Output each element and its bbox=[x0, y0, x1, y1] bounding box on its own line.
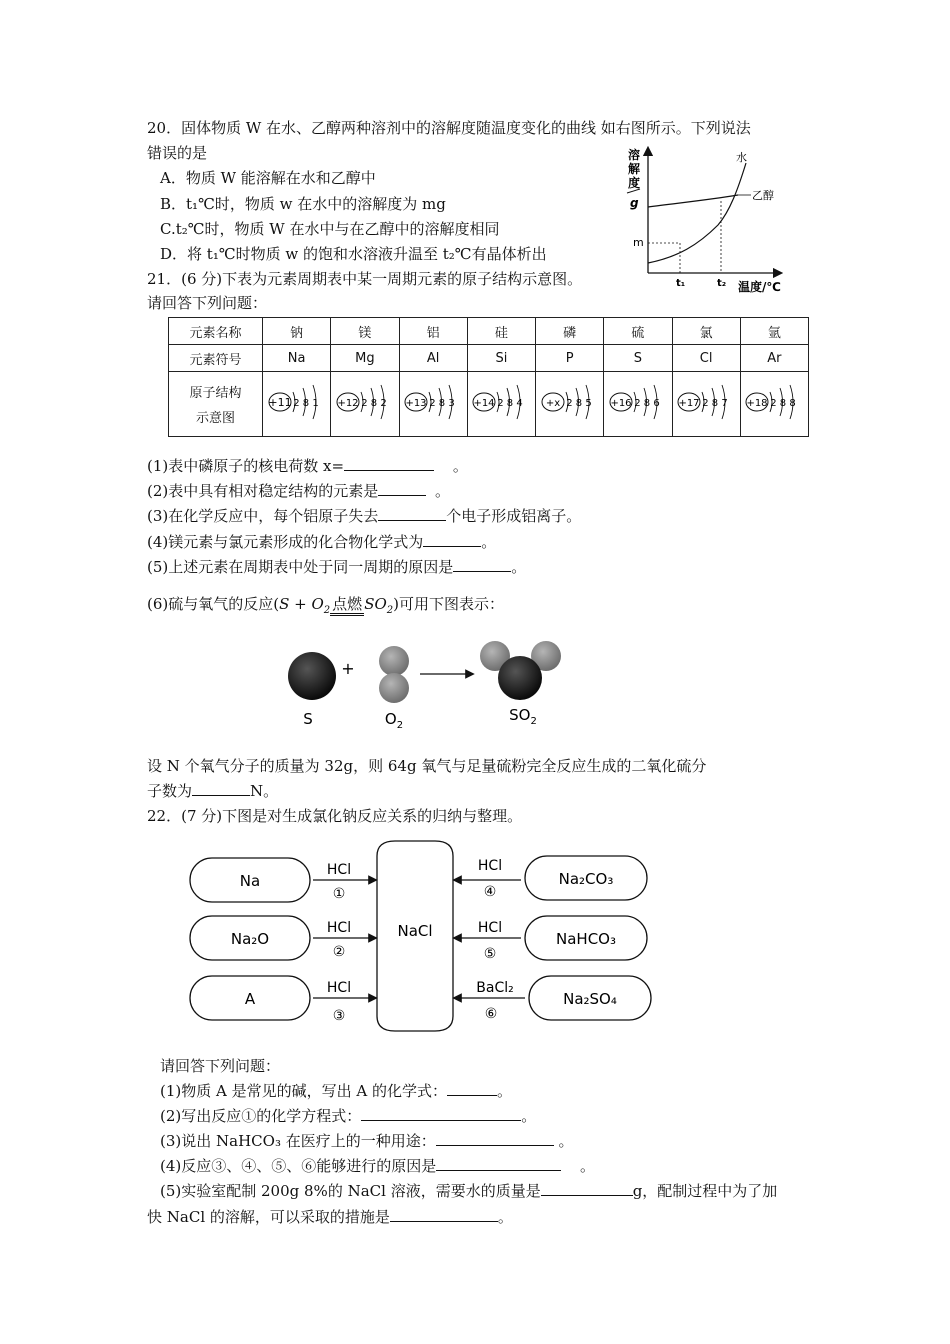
y-axis-label bbox=[627, 147, 640, 210]
so2-label: $SO_2$ bbox=[509, 706, 537, 727]
q22-stem: 22．(7 分)下图是对生成氯化钠反应关系的归纳与整理。 bbox=[147, 807, 523, 825]
left-box-label: A bbox=[244, 990, 256, 1008]
reagent-label: HCl bbox=[326, 862, 352, 878]
q21-part7-line1: 设 N 个氧气分子的质量为 32g，则 64g 氧气与足量硫粉完全反应生成的二氧化硫分 bbox=[147, 757, 707, 775]
answer-blank[interactable] bbox=[361, 1106, 521, 1121]
s-label: S bbox=[303, 710, 313, 728]
equation-right: SO bbox=[364, 595, 387, 613]
q21-part7-line2: 子数为 N。 bbox=[147, 782, 279, 800]
water-curve bbox=[648, 163, 746, 263]
q20-option-d: D．将 t₁℃时物质 w 的饱和水溶液升温至 t₂℃有晶体析出 bbox=[160, 245, 547, 263]
nucleus-charge: +17 bbox=[678, 398, 700, 409]
electron-shells: 2 8 1 bbox=[292, 398, 319, 409]
solubility-graph bbox=[618, 145, 793, 295]
q21-part5: (5)上述元素在周期表中处于同一周期的原因是 。 bbox=[147, 558, 527, 576]
element-name: 氩 bbox=[740, 318, 808, 345]
element-name: 氯 bbox=[672, 318, 740, 345]
q20-option-c: C.t₂℃时，物质 W 在水中与在乙醇中的溶解度相同 bbox=[160, 220, 500, 238]
q22-part5-line1: (5)实验室配制 200g 8%的 NaCl 溶液，需要水的质量是 g，配制过程中为了加 bbox=[160, 1182, 778, 1200]
q20-option-b: B．t₁℃时，物质 w 在水中的溶解度为 mg bbox=[160, 195, 446, 213]
element-name: 硅 bbox=[467, 318, 535, 345]
ethanol-curve bbox=[648, 195, 738, 207]
plus-sign: + bbox=[341, 659, 355, 678]
q21-part6: (6)硫与氧气的反应($S + O_2$ 点燃 $SO_2$)可用下图表示： bbox=[147, 595, 504, 616]
element-symbol: Mg bbox=[331, 345, 399, 372]
nacl-flow-diagram bbox=[185, 836, 660, 1044]
row-element-name bbox=[169, 318, 809, 345]
nucleus-charge: +x bbox=[545, 398, 560, 409]
right-box-label: NaHCO₃ bbox=[556, 930, 616, 948]
reaction-number: ① bbox=[332, 886, 346, 902]
reagent-label: HCl bbox=[326, 920, 352, 936]
q21-stem-line1: 21．(6 分)下表为元素周期表中某一周期元素的原子结构示意图。 bbox=[147, 270, 583, 288]
q21-part4: (4)镁元素与氯元素形成的化合物化学式为 。 bbox=[147, 533, 497, 551]
q21-part2: (2)表中具有相对稳定结构的元素是 。 bbox=[147, 482, 451, 500]
equation-condition: 点燃 bbox=[330, 595, 364, 616]
element-name: 钠 bbox=[263, 318, 331, 345]
header-struct-line2: 示意图 bbox=[195, 411, 235, 426]
nucleus-charge: +16 bbox=[610, 398, 632, 409]
electron-shells: 2 8 2 bbox=[361, 398, 387, 409]
q21-part3: (3)在化学反应中，每个铝原子失去 个电子形成铝离子。 bbox=[147, 507, 582, 525]
reaction-diagram bbox=[280, 636, 580, 736]
nacl-label: NaCl bbox=[397, 922, 433, 940]
x-axis-label: 温度/℃ bbox=[738, 280, 781, 294]
nucleus-charge: +18 bbox=[746, 398, 768, 409]
svg-text:溶: 溶 bbox=[628, 148, 641, 162]
answer-blank[interactable] bbox=[453, 557, 511, 572]
answer-blank[interactable] bbox=[447, 1081, 497, 1096]
element-symbol: S bbox=[604, 345, 672, 372]
element-name: 硫 bbox=[604, 318, 672, 345]
element-symbol: Al bbox=[399, 345, 467, 372]
t2-label: t₂ bbox=[717, 278, 727, 289]
answer-blank[interactable] bbox=[436, 1131, 554, 1146]
element-symbol: Na bbox=[263, 345, 331, 372]
left-box-label: Na₂O bbox=[230, 930, 270, 948]
oxygen-atom bbox=[379, 673, 409, 703]
header-element-name: 元素名称 bbox=[169, 318, 263, 345]
answer-blank[interactable] bbox=[378, 506, 446, 521]
atom-diagram bbox=[607, 380, 669, 424]
electron-shells: 2 8 5 bbox=[565, 398, 592, 409]
oxygen-atom bbox=[379, 646, 409, 676]
row-element-symbol bbox=[169, 345, 809, 372]
element-symbol: Si bbox=[467, 345, 535, 372]
q20-stem-line2: 错误的是 bbox=[147, 144, 208, 162]
q22-part3: (3)说出 NaHCO₃ 在医疗上的一种用途： 。 bbox=[160, 1132, 574, 1150]
nucleus-charge: +12 bbox=[337, 398, 359, 409]
reagent-label: HCl bbox=[326, 980, 352, 996]
q22-part4: (4)反应③、④、⑤、⑥能够进行的原因是 。 bbox=[160, 1157, 596, 1175]
o2-label: $O_2$ bbox=[384, 710, 404, 731]
svg-text:g: g bbox=[630, 196, 639, 210]
element-symbol: P bbox=[536, 345, 604, 372]
reaction-number: ⑤ bbox=[483, 946, 497, 962]
row-atomic-structure bbox=[169, 372, 809, 437]
electron-shells: 2 8 6 bbox=[634, 398, 660, 409]
q22-part2: (2)写出反应①的化学方程式： 。 bbox=[160, 1107, 537, 1125]
atom-diagram bbox=[266, 380, 328, 424]
q21-stem-line2: 请回答下列问题： bbox=[147, 294, 268, 312]
q22-ask: 请回答下列问题： bbox=[160, 1057, 281, 1075]
q22-part5-line2: 快 NaCl 的溶解，可以采取的措施是 。 bbox=[147, 1208, 513, 1226]
reagent-label: HCl bbox=[477, 858, 503, 874]
svg-text:度: 度 bbox=[628, 176, 641, 190]
q20-stem-line1: 20．固体物质 W 在水、乙醇两种溶剂中的溶解度随温度变化的曲线 如右图所示。下列说法 bbox=[147, 119, 751, 137]
answer-blank[interactable] bbox=[423, 532, 481, 547]
reaction-number: ⑥ bbox=[484, 1006, 498, 1022]
sulfur-atom bbox=[288, 652, 336, 700]
electron-shells: 2 8 3 bbox=[429, 398, 455, 409]
electron-shells: 2 8 7 bbox=[702, 398, 728, 409]
header-atomic-structure bbox=[169, 372, 263, 437]
atom-diagram bbox=[539, 380, 601, 424]
atom-diagram bbox=[402, 380, 464, 424]
t1-label: t₁ bbox=[676, 278, 686, 289]
element-name: 铝 bbox=[399, 318, 467, 345]
reaction-number: ④ bbox=[483, 884, 497, 900]
equation-left: S + O bbox=[279, 595, 324, 613]
answer-blank[interactable] bbox=[378, 481, 426, 496]
reaction-number: ② bbox=[332, 944, 346, 960]
periodic-table bbox=[168, 317, 809, 437]
right-box-label: Na₂CO₃ bbox=[558, 870, 614, 888]
atom-diagram bbox=[675, 380, 737, 424]
header-struct-line1: 原子结构 bbox=[189, 386, 242, 401]
nucleus-charge: +14 bbox=[473, 398, 495, 409]
answer-blank[interactable] bbox=[541, 1181, 633, 1196]
ethanol-label: 乙醇 bbox=[752, 189, 774, 202]
nucleus-charge: +11 bbox=[268, 396, 292, 409]
q21-part1: (1)表中磷原子的核电荷数 x= 。 bbox=[147, 457, 468, 475]
svg-text:解: 解 bbox=[628, 162, 641, 176]
water-label: 水 bbox=[736, 151, 747, 164]
element-name: 镁 bbox=[331, 318, 399, 345]
m-label: m bbox=[633, 236, 644, 249]
answer-blank[interactable] bbox=[192, 781, 250, 796]
answer-blank[interactable] bbox=[436, 1156, 561, 1171]
reagent-label: BaCl₂ bbox=[476, 980, 514, 996]
element-name: 磷 bbox=[536, 318, 604, 345]
reaction-number: ③ bbox=[332, 1008, 346, 1024]
sulfur-atom bbox=[498, 656, 542, 700]
answer-blank[interactable] bbox=[390, 1207, 498, 1222]
reagent-label: HCl bbox=[477, 920, 503, 936]
electron-shells: 2 8 8 bbox=[770, 398, 797, 409]
electron-shells: 2 8 4 bbox=[497, 398, 524, 409]
left-box-label: Na bbox=[239, 872, 261, 890]
atom-diagram bbox=[743, 380, 805, 424]
right-box-label: Na₂SO₄ bbox=[563, 990, 617, 1008]
atom-diagram bbox=[334, 380, 396, 424]
answer-blank[interactable] bbox=[344, 456, 434, 471]
nucleus-charge: +13 bbox=[405, 398, 427, 409]
q20-option-a: A．物质 W 能溶解在水和乙醇中 bbox=[160, 169, 376, 187]
q22-part1: (1)物质 A 是常见的碱，写出 A 的化学式： 。 bbox=[160, 1082, 513, 1100]
element-symbol: Ar bbox=[740, 345, 808, 372]
header-element-symbol: 元素符号 bbox=[169, 345, 263, 372]
element-symbol: Cl bbox=[672, 345, 740, 372]
atom-diagram bbox=[470, 380, 532, 424]
